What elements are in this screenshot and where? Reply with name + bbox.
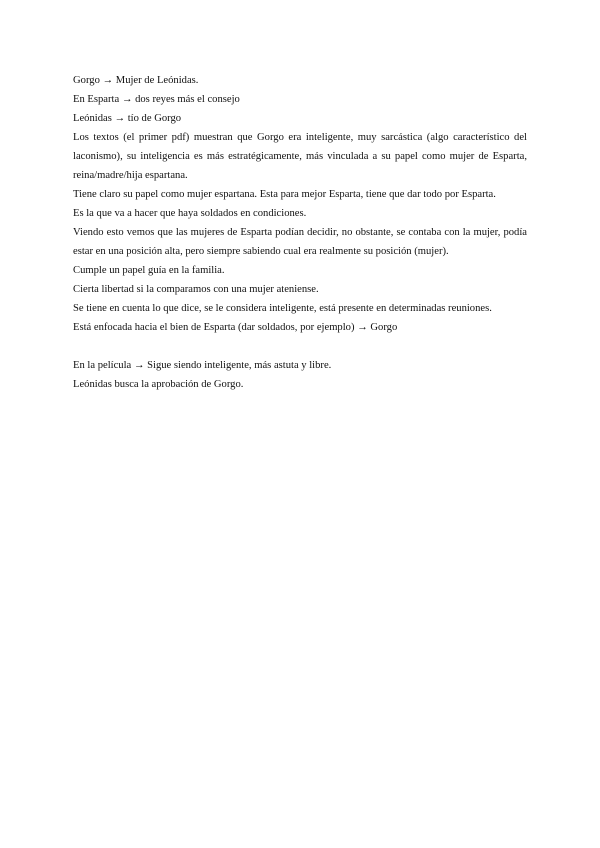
paragraph-spacer: [73, 337, 527, 356]
text-line-libertad: Cierta libertad si la comparamos con una mujer ateniense.: [73, 284, 319, 295]
text-line-soldados: Es la que va a hacer que haya soldados en condiciones.: [73, 208, 307, 219]
paragraph-papel: Tiene claro su papel como mujer espartana. Esta para mejor Esparta, tiene que dar todo por Esparta.: [73, 189, 496, 200]
text-line-aprobacion: Leónidas busca la aprobación de Gorgo.: [73, 379, 244, 390]
text-line-esparta: En Esparta → dos reyes más el consejo: [73, 94, 240, 105]
paragraph-inteligente: Se tiene en cuenta lo que dice, se le considera inteligente, está presente en determinadas reuniones.: [73, 303, 492, 314]
text-line-gorgo: Gorgo → Mujer de Leónidas.: [73, 75, 199, 86]
paragraph-viendo: Viendo esto vemos que las mujeres de Esparta podían decidir, no obstante, se contaba con la mujer, podía estar en una posición alta, pero siempre sabiendo cual era realmente su posición (mujer).: [73, 227, 527, 257]
document-body: [73, 71, 527, 394]
text-line-enfocada: Está enfocada hacia el bien de Esparta (dar soldados, por ejemplo) → Gorgo: [73, 322, 398, 333]
text-line-pelicula: En la película → Sigue siendo inteligente, más astuta y libre.: [73, 360, 332, 371]
paragraph-textos: Los textos (el primer pdf) muestran que Gorgo era inteligente, muy sarcástica (algo característico del laconismo), su inteligencia es más estratégicamente, más vinculada a su papel como mujer de Esparta, reina/madre/hija espartana.: [73, 132, 527, 181]
text-line-familia: Cumple un papel guía en la familia.: [73, 265, 225, 276]
text-line-leonidas: Leónidas → tío de Gorgo: [73, 113, 182, 124]
